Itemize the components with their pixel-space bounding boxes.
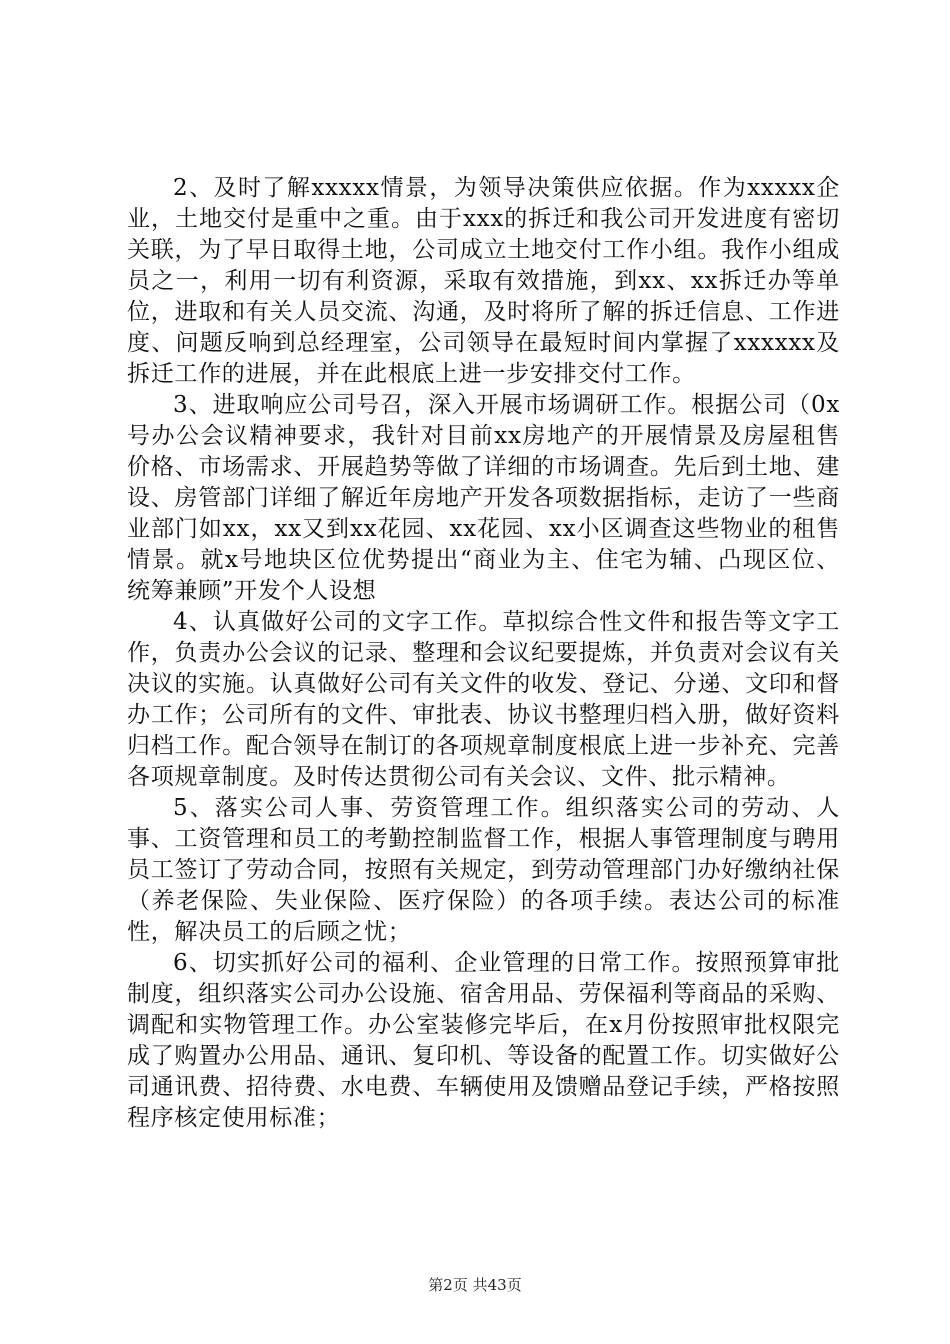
paragraph-item-6: 6、切实抓好公司的福利、企业管理的日常工作。按照预算审批制度，组织落实公司办公设施、宿舍用品、劳保福利等商品的采购、调配和实物管理工作。办公室装修完毕后，在x月份按照审批权限完成了购置办公用品、通讯、复印机、等设备的配置工作。切实做好公司通讯费、招待费、水电费、车辆使用及馈赠品登记手续，严格按照程序核定使用标准； [127, 950, 840, 1131]
document-body [127, 173, 840, 1134]
paragraph-item-2: 2、及时了解xxxxx情景，为领导决策供应依据。作为xxxxx企业，土地交付是重中之重。由于xxx的拆迁和我公司开发进度有密切关联，为了早日取得土地，公司成立土地交付工作小组。我作小组成员之一，利用一切有利资源，采取有效措施，到xx、xx拆迁办等单位，进取和有关人员交流、沟通，及时将所了解的拆迁信息、工作进度、问题反响到总经理室，公司领导在最短时间内掌握了xxxxxx及拆迁工作的进展，并在此根底上进一步安排交付工作。 [127, 175, 840, 387]
paragraph-item-3: 3、进取响应公司号召，深入开展市场调研工作。根据公司（0x号办公会议精神要求，我针对目前xx房地产的开展情景及房屋租售价格、市场需求、开展趋势等做了详细的市场调查。先后到土地、建设、房管部门详细了解近年房地产开发各项数据指标，走访了一些商业部门如xx，xx又到xx花园、xx花园、xx小区调查这些物业的租售情景。就x号地块区位优势提出“商业为主、住宅为辅、凸现区位、统筹兼顾”开发个人设想 [127, 392, 840, 604]
paragraph-item-5: 5、落实公司人事、劳资管理工作。组织落实公司的劳动、人事、工资管理和员工的考勤控制监督工作，根据人事管理制度与聘用员工签订了劳动合同，按照有关规定，到劳动管理部门办好缴纳社保（养老保险、失业保险、医疗保险）的各项手续。表达公司的标准性，解决员工的后顾之忧； [127, 795, 840, 945]
paragraph-item-4: 4、认真做好公司的文字工作。草拟综合性文件和报告等文字工作，负责办公会议的记录、整理和会议纪要提炼，并负责对会议有关决议的实施。认真做好公司有关文件的收发、登记、分递、文印和督办工作；公司所有的文件、审批表、协议书整理归档入册，做好资料归档工作。配合领导在制订的各项规章制度根底上进一步补充、完善各项规章制度。及时传达贯彻公司有关会议、文件、批示精神。 [127, 609, 840, 790]
page-number-footer: 第2页 共43页 [428, 1276, 522, 1294]
